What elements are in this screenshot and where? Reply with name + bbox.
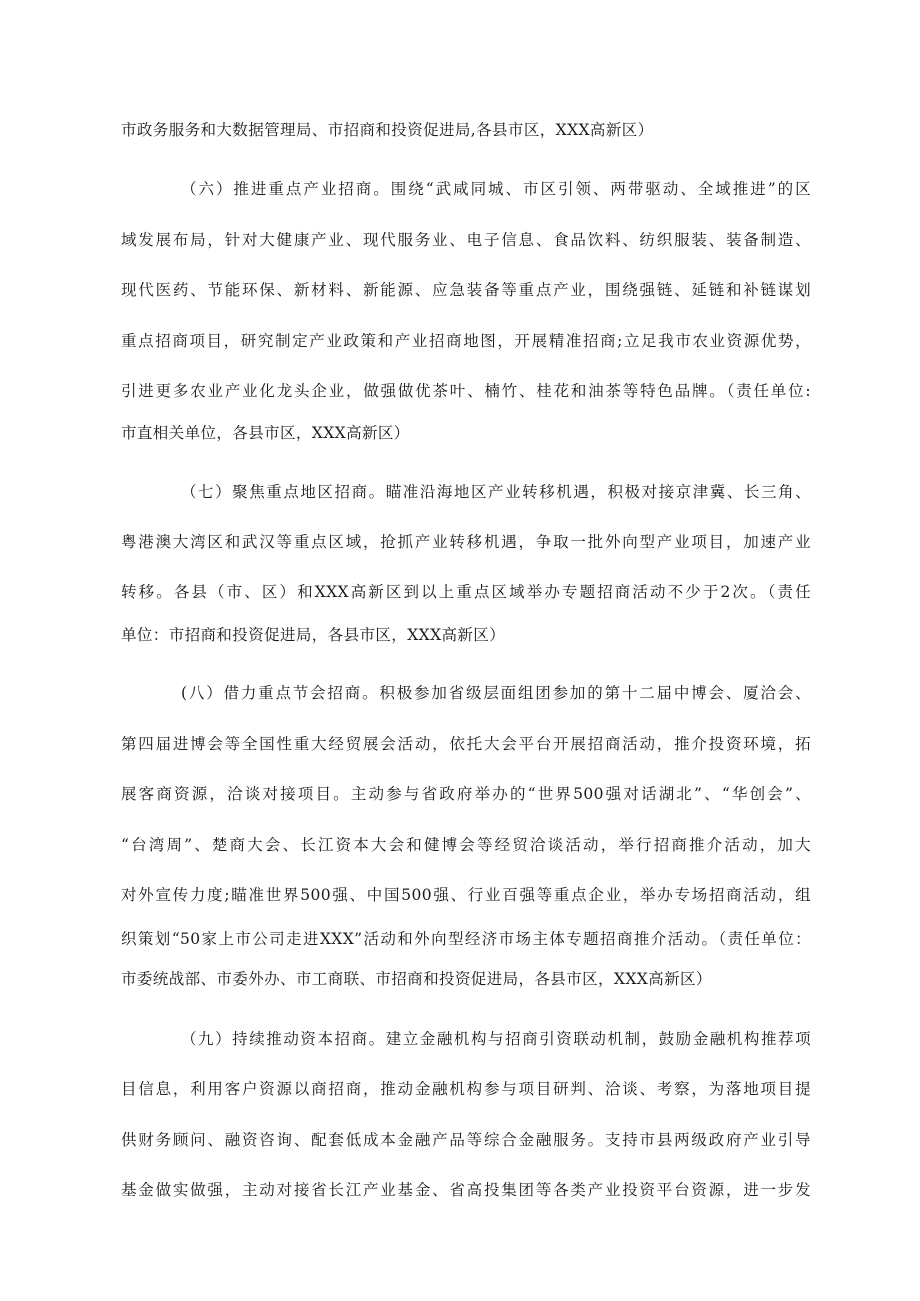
- paragraph-line: 现代医药、节能环保、新材料、新能源、应急装备等重点产业，围绕强链、延链和补链谋划: [121, 281, 811, 299]
- paragraph-line: 引进更多农业产业化龙头企业，做强做优茶叶、楠竹、桂花和油茶等特色品牌。（责任单位:: [121, 382, 811, 400]
- paragraph-line: 转移。各县（市、区）和XXX高新区到以上重点区域举办专题招商活动不少于2次。（责任: [121, 583, 811, 601]
- paragraph-line: 域发展布局，针对大健康产业、现代服务业、电子信息、食品饮料、纺织服装、装备制造、: [121, 231, 811, 249]
- paragraph-line: 市委统战部、市委外办、市工商联、市招商和投资促进局，各县市区，XXX高新区）: [121, 970, 712, 988]
- paragraph-line: 供财务顾问、融资咨询、配套低成本金融产品等综合金融服务。支持市县两级政府产业引导: [121, 1131, 811, 1149]
- paragraph-line: (八）借力重点节会招商。积极参加省级层面组团参加的第十二届中博会、厦洽会、: [181, 684, 811, 702]
- paragraph-line: 单位：市招商和投资促进局，各县市区，XXX高新区）: [121, 626, 506, 644]
- paragraph-line: 市政务服务和大数据管理局、市招商和投资促进局,各县市区，XXX高新区）: [121, 121, 654, 139]
- paragraph-line: 目信息，利用客户资源以商招商，推动金融机构参与项目研判、洽谈、考察，为落地项目提: [121, 1080, 811, 1098]
- paragraph-line: （六）推进重点产业招商。围绕“武咸同城、市区引领、两带驱动、全域推进”的区: [181, 180, 811, 198]
- paragraph-line: 展客商资源，洽谈对接项目。主动参与省政府举办的“世界500强对话湖北”、“华创会”、: [121, 785, 811, 803]
- paragraph-line: 织策划“50家上市公司走进XXX”活动和外向型经济市场主体专题招商推介活动。（责任单位：: [121, 930, 811, 948]
- paragraph-line: （七）聚焦重点地区招商。瞄准沿海地区产业转移机遇，积极对接京津冀、长三角、: [181, 483, 811, 501]
- paragraph-line: 粤港澳大湾区和武汉等重点区域，抢抓产业转移机遇，争取一批外向型产业项目，加速产业: [121, 533, 811, 551]
- paragraph-line: （九）持续推动资本招商。建立金融机构与招商引资联动机制，鼓励金融机构推荐项: [181, 1030, 811, 1048]
- paragraph-line: “台湾周”、楚商大会、长江资本大会和健博会等经贸洽谈活动，举行招商推介活动，加大: [121, 836, 811, 854]
- paragraph-line: 基金做实做强，主动对接省长江产业基金、省高投集团等各类产业投资平台资源，进一步发: [121, 1181, 811, 1199]
- paragraph-line: 对外宣传力度;瞄准世界500强、中国500强、行业百强等重点企业，举办专场招商活动，组: [121, 886, 811, 904]
- paragraph-line: 第四届进博会等全国性重大经贸展会活动，依托大会平台开展招商活动，推介投资环境，拓: [121, 735, 811, 753]
- paragraph-line: 重点招商项目，研究制定产业政策和产业招商地图，开展精准招商;立足我市农业资源优势，: [121, 332, 811, 350]
- paragraph-line: 市直相关单位，各县市区，XXX高新区）: [121, 424, 410, 442]
